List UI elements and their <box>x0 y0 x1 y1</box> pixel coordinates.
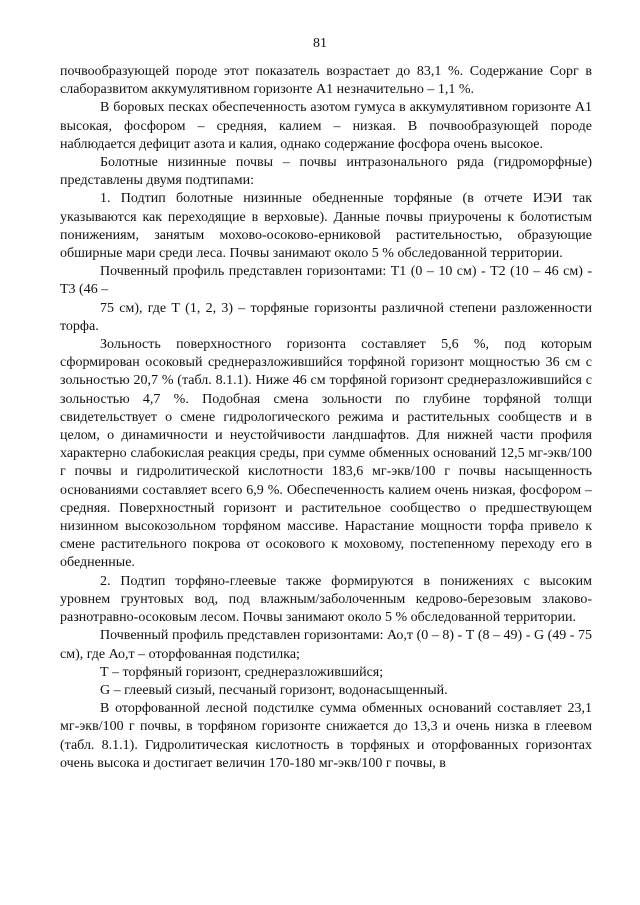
paragraph-exchange-bases: В оторфованной лесной подстилке сумма обменных оснований составляет 23,1 мг-экв/100 г почвы, в торфяном горизонте снижается до 13,3 и очень низка в глеевом (табл. 8.1.1). Гидролитическая кислотность в торфяных и оторфованных горизонтах очень высока и достигает величин 170-180 мг-экв/100 г почвы, в <box>60 701 592 771</box>
paragraph-subtype-1: 1. Подтип болотные низинные обедненные торфяные (в отчете ИЭИ так указываются как переходящие в верховые). Данные почвы приурочены к болотистым понижениям, занятым мохово-осоково-ерниковой растительностью, образующие обширные мари среди леса. Почвы занимают около 5 % обследованной территории. <box>60 191 592 262</box>
paragraph-continuation: почвообразующей породе этот показатель возрастает до 83,1 %. Содержание Сорг в слаборазвитом аккумулятивном горизонте А1 незначительно – 1,1 %. <box>60 64 592 98</box>
paragraph-bor-sands: В боровых песках обеспеченность азотом гумуса в аккумулятивном горизонте А1 высокая, фосфором – средняя, калием – низкая. В почвообразующей породе наблюдается дефицит азота и калия, однако содержание фосфора очень высокое. <box>60 100 592 152</box>
paragraph-profile-2: Почвенный профиль представлен горизонтами: Ао,т (0 – 8) - Т (8 – 49) - G (49 - 75 см), где Ао,т – оторфованная подстилка; <box>60 628 592 662</box>
paragraph-horizon-g: G – глеевый сизый, песчаный горизонт, водонасыщенный. <box>100 682 448 698</box>
paragraph-ash-content: Зольность поверхностного горизонта составляет 5,6 %, под которым сформирован осоковый среднеразложившийся торфяной горизонт мощностью 36 см с зольностью 20,7 % (табл. 8.1.1). Ниже 46 см торфяной горизонт среднеразложившийся с зольностью 4,7 %. Подобная смена зольности по глубине торфяной толщи свидетельствует о смене гидрологического режима и растительных сообществ и в целом, о динамичности и неустойчивости ландшафтов. Для нижней части профиля характерно слабокислая реакция среды, при сумме обменных оснований 12,5 мг-экв/100 г почвы и гидролитической кислотности 183,6 мг-экв/100 г почвы насыщенность основаниями составляет всего 6,9 %. Обеспеченность калием очень низкая, фосфором – средняя. Поверхностный горизонт и растительное сообщество о предшествующем низинном высокозольном торфяном массиве. Нарастание мощности торфа привело к смене растительного покрова от осокового к моховому, постепенному переходу его в обедненные. <box>60 337 592 571</box>
paragraph-horizon-t: Т – торфяный горизонт, среднеразложившийся; <box>100 664 384 680</box>
paragraph-profile-1: Почвенный профиль представлен горизонтами: Т1 (0 – 10 см) - Т2 (10 – 46 см) - Т3 (46 – <box>60 264 592 298</box>
page-number: 81 <box>313 36 327 51</box>
paragraph-profile-1-cont: 75 см), где Т (1, 2, 3) – торфяные горизонты различной степени разложенности торфа. <box>60 300 592 334</box>
paragraph-swamp-soils-intro: Болотные низинные почвы – почвы интразонального ряда (гидроморфные) представлены двумя подтипами: <box>60 155 592 189</box>
document-body <box>60 63 592 773</box>
paragraph-subtype-2: 2. Подтип торфяно-глеевые также формируются в понижениях с высоким уровнем грунтовых вод, под влажным/заболоченным кедрово-березовым злаково-разнотравно-осоковым лесом. Почвы занимают около 5 % обследованной территории. <box>60 573 592 626</box>
